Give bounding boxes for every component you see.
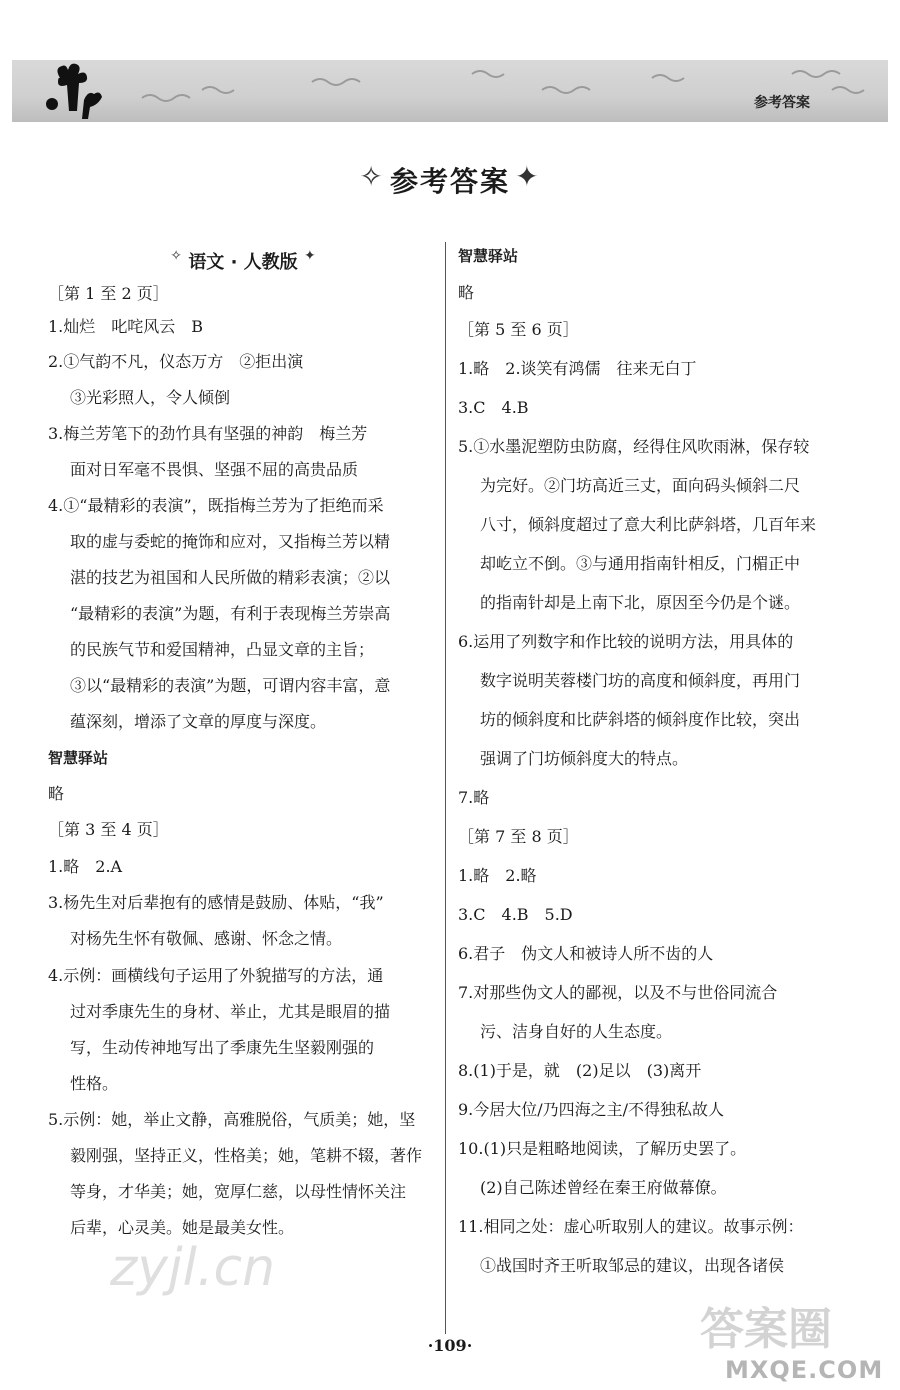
answer-line: 等身，才华美；她，宽厚仁慈，以母性情怀关注 (70, 1182, 407, 1201)
answer-line: 的指南针却是上南下北，原因至今仍是个谜。 (480, 593, 801, 612)
answer-line: 3.杨先生对后辈抱有的感情是鼓励、体贴，“我” (48, 893, 384, 912)
answer-line: 5.示例：她，举止文静，高雅脱俗，气质美；她，坚 (48, 1110, 416, 1129)
page-number: ·109· (427, 1336, 473, 1355)
answer-line: 八寸，倾斜度超过了意大利比萨斜塔，几百年来 (480, 515, 817, 534)
answer-line: 略 (48, 784, 65, 803)
answer-line: 数字说明芙蓉楼门坊的高度和倾斜度，再用门 (480, 671, 801, 690)
answer-line: 8.(1)于是，就 (2)足以 (3)离开 (458, 1061, 702, 1080)
answer-line: ③以“最精彩的表演”为题，可谓内容丰富，意 (70, 676, 391, 695)
answer-line: 4.示例：画横线句子运用了外貌描写的方法，通 (48, 966, 384, 985)
answer-line: 1.略 2.谈笑有鸿儒 往来无白丁 (458, 359, 697, 378)
section-heading: 智慧驿站 (458, 247, 519, 265)
answer-line: 对杨先生怀有敬佩、感谢、怀念之情。 (70, 929, 343, 948)
answer-line: 后辈，心灵美。她是最美女性。 (70, 1218, 295, 1237)
page-range-heading: ［第 1 至 2 页］ (48, 284, 169, 303)
sparkle-icon: ✦ (303, 248, 316, 264)
answer-line: 11.相同之处：虚心听取别人的建议。故事示例： (458, 1217, 804, 1236)
tree-icon (57, 64, 87, 111)
banner-title: 参考答案 (754, 95, 810, 111)
answer-line: 1.灿烂 叱咤风云 B (48, 317, 204, 336)
answer-line: 毅刚强，坚持正义，性格美；她，笔耕不辍，著作 (70, 1146, 423, 1165)
banner-decoration (12, 60, 888, 122)
answer-line: 过对季康先生的身材、举止，尤其是眼眉的描 (70, 1002, 391, 1021)
answer-line: 性格。 (70, 1074, 119, 1093)
sparkle-icon: ✧ (170, 248, 183, 264)
answer-line: 7.对那些伪文人的鄙视，以及不与世俗同流合 (458, 983, 778, 1002)
sparkle-icon: ✧ (359, 160, 385, 193)
answer-line: 1.略 2.略 (458, 866, 537, 885)
answer-line: “最精彩的表演”为题，有利于表现梅兰芳崇高 (70, 604, 391, 623)
answer-line: 9.今居大位/乃四海之主/不得独私故人 (458, 1100, 725, 1119)
page-range-heading: ［第 7 至 8 页］ (458, 827, 579, 846)
answer-line: ①战国时齐王听取邹忌的建议，出现各诸侯 (480, 1256, 785, 1275)
answer-line: 3.梅兰芳笔下的劲竹具有坚强的神韵 梅兰芳 (48, 424, 368, 443)
column-divider (445, 242, 446, 1334)
sparkle-icon: ✦ (515, 160, 541, 193)
header-banner (12, 60, 888, 122)
answer-line: ③光彩照人，令人倾倒 (70, 388, 231, 407)
answer-line: 6.君子 伪文人和被诗人所不齿的人 (458, 944, 714, 963)
answer-line: 坊的倾斜度和比萨斜塔的倾斜度作比较，突出 (480, 710, 801, 729)
answer-line: 5.①水墨泥塑防虫防腐，经得住风吹雨淋，保存较 (458, 437, 810, 456)
answer-line: 蕴深刻，增添了文章的厚度与深度。 (70, 712, 327, 731)
watermark-zyjl: zyjl.cn (110, 1238, 276, 1298)
answer-line: 为完好。②门坊高近三丈，面向码头倾斜二尺 (480, 476, 801, 495)
page-range-heading: ［第 5 至 6 页］ (458, 320, 579, 339)
answer-line: 污、洁身自好的人生态度。 (480, 1022, 673, 1041)
answer-line: 强调了门坊倾斜度大的特点。 (480, 749, 689, 768)
answer-line: 2.①气韵不凡，仪态万方 ②拒出演 (48, 352, 304, 371)
answer-line: (2)自己陈述曾经在秦王府做幕僚。 (480, 1178, 727, 1197)
answer-line: 面对日军毫不畏惧、坚强不屈的高贵品质 (70, 460, 359, 479)
answer-line: 却屹立不倒。③与通用指南针相反，门楣正中 (480, 554, 801, 573)
page-range-heading: ［第 3 至 4 页］ (48, 820, 169, 839)
answer-line: 略 (458, 283, 475, 302)
page-title: 参考答案 (389, 165, 510, 198)
page-title-wrap (0, 160, 900, 200)
answer-line: 取的虚与委蛇的掩饰和应对，又指梅兰芳以精 (70, 532, 391, 551)
section-heading: 智慧驿站 (48, 749, 109, 767)
answer-line: 7.略 (458, 788, 490, 807)
answer-line: 3.C 4.B 5.D (458, 905, 573, 924)
answer-line: 的民族气节和爱国精神，凸显文章的主旨； (70, 640, 375, 659)
subtitle-text: 语文 · 人教版 (188, 252, 298, 273)
watermark-answer-text: 答案圈 (700, 1304, 832, 1355)
watermark-mxqe: MXQE.COM (725, 1356, 884, 1384)
answer-line: 1.略 2.A (48, 857, 123, 876)
section-subtitle (48, 248, 438, 274)
answer-line: 写，生动传神地写出了季康先生坚毅刚强的 (70, 1038, 375, 1057)
answer-line: 10.(1)只是粗略地阅读，了解历史罢了。 (458, 1139, 747, 1158)
answer-line: 6.运用了列数字和作比较的说明方法，用具体的 (458, 632, 794, 651)
answer-line: 湛的技艺为祖国和人民所做的精彩表演；②以 (70, 568, 391, 587)
answer-line: 4.①“最精彩的表演”，既指梅兰芳为了拒绝而采 (48, 496, 384, 515)
answer-line: 3.C 4.B (458, 398, 529, 417)
